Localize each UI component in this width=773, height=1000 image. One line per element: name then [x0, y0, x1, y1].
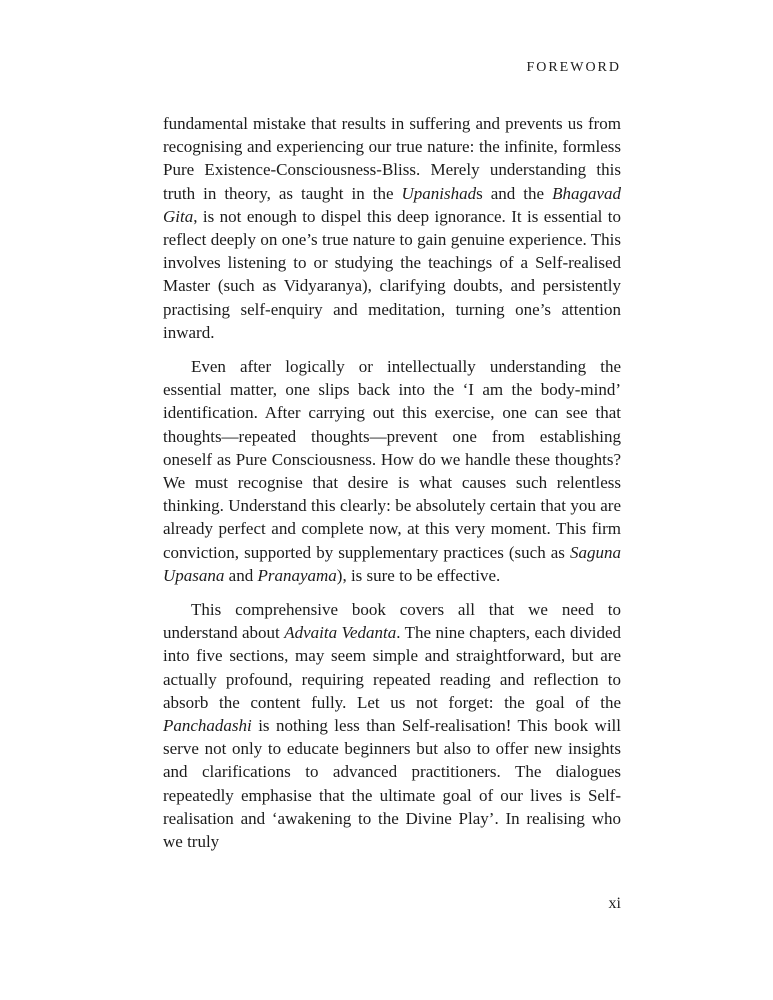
text-run: , is not enough to dispel this deep ignorance. It is essential to reflect deeply on one’s true nature to gain genuine experience. This involves listening to or studying the teachings of a Self-realised Master (such as Vidyaranya), clarifying doubts, and persistently practising self-enquiry and meditation, turning one’s attention inward.: [163, 206, 621, 342]
text-run: s and the: [476, 183, 553, 203]
italic-text-run: Bhagavad Gita: [163, 183, 621, 226]
paragraph: [163, 598, 621, 853]
paragraph: [163, 112, 621, 344]
italic-text-run: Pranayama: [257, 565, 337, 585]
text-run: Even after logically or intellectually understanding the essential matter, one slips back into the ‘I am the body-mind’ identification. After carrying out this exercise, one can see that thoughts—repeated thoughts—prevent one from establishing oneself as Pure Consciousness. How do we handle these thoughts? We must recognise that desire is what causes such relentless thinking. Understand this clearly: be absolutely certain that you are already perfect and complete now, at this very moment. This firm conviction, supported by supplementary practices (such as: [163, 357, 621, 562]
body-paragraphs: [163, 112, 621, 864]
italic-text-run: Saguna Upasana: [163, 542, 621, 585]
text-run: This comprehensive book covers all that we need to understand about: [163, 600, 621, 643]
paragraph: [163, 355, 621, 587]
text-run: and: [224, 565, 258, 585]
running-header: FOREWORD: [526, 60, 621, 75]
text-run: fundamental mistake that results in suffering and prevents us from recognising and experiencing our true nature: the infinite, formless Pure Existence-Consciousness-Bliss. Merely understanding this truth in theory, as taught in the: [163, 114, 621, 203]
text-run: . The nine chapters, each divided into five sections, may seem simple and straightforward, but are actually profound, requiring repeated reading and reflection to absorb the content fully. Let us not forget: the goal of the: [163, 623, 622, 712]
text-run: ), is sure to be effective.: [336, 565, 501, 585]
italic-text-run: Advaita Vedanta: [284, 623, 397, 643]
italic-text-run: Upanishad: [401, 183, 477, 203]
page-number: xi: [608, 895, 621, 912]
text-run: is nothing less than Self-realisation! This book will serve not only to educate beginners but also to offer new insights and clarifications to advanced practitioners. The dialogues repeatedly emphasise that the ultimate goal of our lives is Self-realisation and ‘awakening to the Divine Play’. In realising who we truly: [163, 716, 621, 852]
italic-text-run: Panchadashi: [163, 716, 252, 736]
